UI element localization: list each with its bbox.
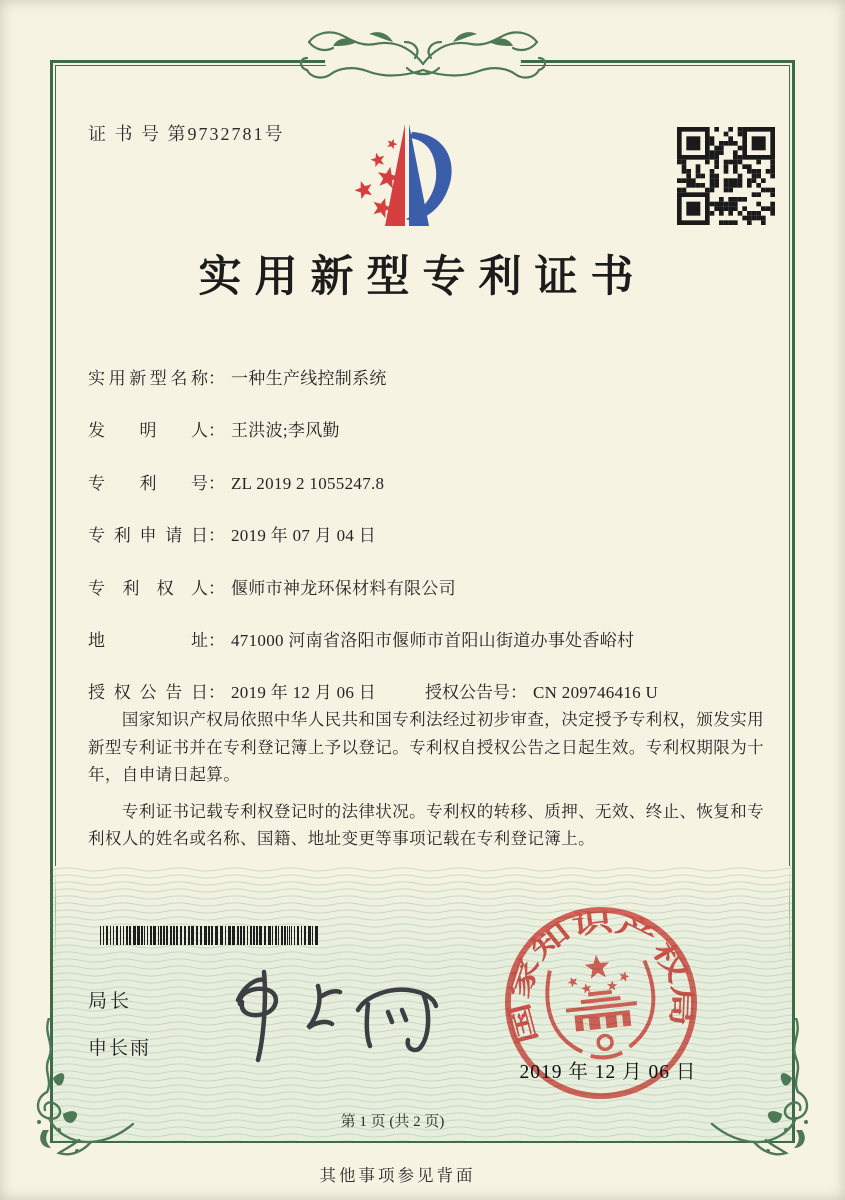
- signature-icon: [212, 952, 452, 1072]
- field-label: 发明人: [88, 421, 208, 440]
- grant-date-pair: [88, 683, 376, 702]
- field-label: 授权公告号: [425, 683, 510, 702]
- national-emblem: [543, 949, 659, 1062]
- label-colon: ：: [208, 579, 225, 598]
- field-row-filing-date: [88, 521, 765, 546]
- field-value: 王洪波;李风勤: [231, 421, 340, 440]
- legal-paragraph: 国家知识产权局依照中华人民共和国专利法经过初步审查，决定授予专利权，颁发实用新型专利证书并在专利登记簿上予以登记。专利权自授权公告之日起生效。专利权期限为十年，自申请日起算。: [88, 710, 765, 784]
- field-label: 专利号: [88, 474, 208, 493]
- seal-date: 2019 年 12 月 06 日: [519, 1062, 697, 1083]
- label-colon: ：: [208, 683, 225, 702]
- page-number: 第 1 页 (共 2 页): [340, 1114, 445, 1130]
- certificate-number: 证 书 号 第9732781号: [88, 124, 285, 144]
- legal-text: [88, 706, 767, 862]
- field-row-address: [88, 626, 765, 651]
- field-value: 471000 河南省洛阳市偃师市首阳山街道办事处香峪村: [231, 631, 635, 650]
- barcode-icon: [100, 926, 324, 945]
- label-colon: ：: [208, 421, 225, 440]
- field-label: 地址: [88, 631, 208, 650]
- field-row-inventor: [88, 416, 765, 441]
- qr-code-icon: [677, 127, 775, 225]
- cnipa-logo-icon: [348, 118, 466, 238]
- signatory-name: 申长雨: [88, 1038, 152, 1059]
- field-value: 一种生产线控制系统: [231, 369, 387, 388]
- label-colon: ：: [208, 631, 225, 650]
- label-colon: ：: [208, 526, 225, 545]
- legal-paragraph: 专利证书记载专利权登记时的法律状况。专利权的转移、质押、无效、终止、恢复和专利权人的姓名或名称、国籍、地址变更等事项记载在专利登记簿上。: [88, 801, 765, 848]
- label-colon: ：: [208, 474, 225, 493]
- field-value: CN 209746416 U: [533, 683, 659, 702]
- field-label: 实用新型名称: [88, 369, 208, 388]
- field-label: 专利权人: [88, 579, 208, 598]
- label-colon: ：: [208, 369, 225, 388]
- back-note: 其他事项参见背面: [319, 1166, 476, 1185]
- field-value: 2019 年 12 月 06 日: [231, 683, 377, 702]
- grant-number-pair: [425, 678, 658, 703]
- corner-flourish-icon: [702, 1018, 812, 1166]
- corner-flourish-icon: [33, 1018, 143, 1166]
- dragon-ornament-icon: [293, 24, 553, 90]
- field-row-patent-number: [88, 469, 765, 494]
- field-value: ZL 2019 2 1055247.8: [231, 474, 385, 493]
- seal-text: 国家知识产权局: [504, 907, 697, 1047]
- field-row-patentee: [88, 574, 765, 599]
- field-label: 专利申请日: [88, 526, 208, 545]
- signatory-title: 局长: [88, 991, 133, 1012]
- label-colon: ：: [510, 683, 527, 702]
- field-row-grant: [88, 678, 765, 703]
- field-value: 2019 年 07 月 04 日: [231, 526, 377, 545]
- field-value: 偃师市神龙环保材料有限公司: [231, 579, 456, 598]
- field-row-invention-name: [88, 364, 765, 389]
- certificate-title: 实用新型专利证书: [198, 254, 647, 301]
- field-label: 授权公告日: [88, 683, 208, 702]
